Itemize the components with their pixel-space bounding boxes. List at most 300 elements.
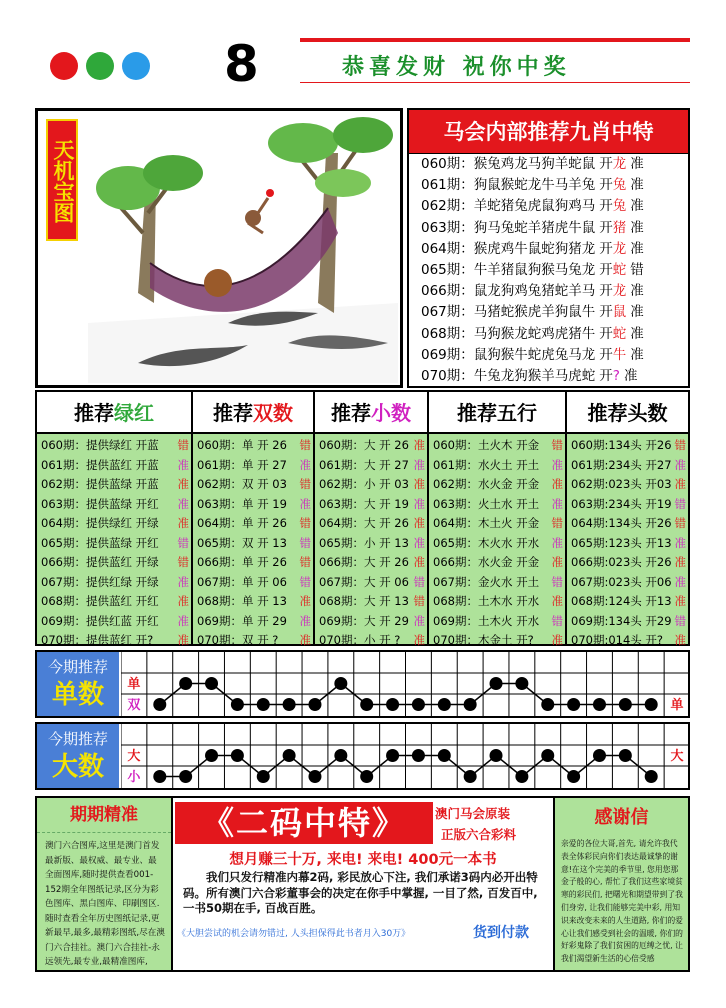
zodiac-row xyxy=(409,196,688,217)
zodiac-animals: 鼠狗猴牛蛇虎兔马龙 xyxy=(473,346,596,363)
row-mark: 错 xyxy=(299,438,311,452)
row-text: 065期：木火水 开水 xyxy=(433,535,540,550)
row-mark: 准 xyxy=(413,516,425,530)
recommend-row xyxy=(567,475,688,495)
zodiac-animals: 狗鼠猴蛇龙牛马羊兔 xyxy=(473,177,596,194)
zodiac-mark: 准 xyxy=(630,304,644,321)
recommend-row xyxy=(315,495,427,515)
zodiac-open: 开 xyxy=(599,367,613,384)
trend-dot xyxy=(541,749,554,762)
slogan: 恭喜发财 祝你中奖 xyxy=(342,55,571,80)
column-heading xyxy=(429,392,565,434)
zodiac-animals: 狗马兔蛇羊猪虎牛鼠 xyxy=(473,219,596,236)
accurate-panel xyxy=(37,798,173,970)
zodiac-open: 开 xyxy=(599,283,613,300)
row-text: 068期：土木水 开水 xyxy=(433,594,540,608)
trend-dot xyxy=(283,698,296,711)
recommend-row xyxy=(429,631,565,651)
thanks-text: 亲爱的各位大哥,首先, 请允许我代表全体彩民向你们表达最诚挚的谢意!在这个完美的季节里, 您用您那金子般的心, 帮忙了我们这些家境贫寒的彩民们, 把曙光和期望带到了我们身旁, 让我们能够完美中彩, 用知识来改变未来的人生道路, 你们的爱心让我们感受到社会的温暖, 你们的好彩鬼除了我们贫困的厄缚之忧, 让我们渴望新生活的心倍受感 xyxy=(561,839,683,964)
odd-trend-grid xyxy=(121,652,690,716)
offer-headline: 想月赚三十万, 来电! 来电! 400元一本书 xyxy=(229,852,497,868)
row-mark: 准 xyxy=(413,633,425,647)
recommend-row xyxy=(429,612,565,632)
row-mark: 错 xyxy=(299,574,311,589)
row-text: 064期:134头 开26 xyxy=(571,516,672,530)
trend-dot xyxy=(438,698,451,711)
trend-dot xyxy=(438,749,451,762)
zodiac-animals: 牛羊猪鼠狗猴马兔龙 xyxy=(473,261,596,278)
zodiac-animals: 马狗猴龙蛇鸡虎猪牛 xyxy=(473,325,596,342)
recommend-row xyxy=(315,631,427,651)
zodiac-row xyxy=(409,324,688,345)
trend-dot xyxy=(360,698,373,711)
trend-dot xyxy=(205,677,218,690)
cash-on-delivery: 货到付款 xyxy=(473,925,529,941)
row-mark: 错 xyxy=(299,555,311,569)
zodiac-row xyxy=(409,154,688,175)
trend-dot xyxy=(386,749,399,762)
zodiac-mark: 错 xyxy=(630,261,644,278)
zodiac-mark: 准 xyxy=(630,156,644,172)
row-text: 069期:134头 开29 xyxy=(571,613,672,628)
row-text: 067期：单 开 06 xyxy=(197,574,287,589)
row-mark: 准 xyxy=(674,633,686,647)
row-text: 068期：大 开 13 xyxy=(319,594,409,608)
zodiac-mark: 准 xyxy=(630,325,644,342)
recommend-row xyxy=(193,612,313,632)
trend-dot xyxy=(283,749,296,762)
row-text: 064期：提供绿红 开绿 xyxy=(41,516,159,530)
trend-dot xyxy=(257,698,270,711)
zodiac-row xyxy=(409,366,688,387)
green-dot xyxy=(86,52,114,80)
trend-dot xyxy=(490,749,503,762)
recommend-row xyxy=(193,592,313,612)
trend-dot xyxy=(567,770,580,783)
zodiac-period: 063期： xyxy=(421,219,474,236)
zodiac-animals: 猴兔鸡龙马狗羊蛇鼠 xyxy=(473,156,596,172)
row-text: 060期:134头 开26 xyxy=(571,438,672,452)
trend-dot xyxy=(515,677,528,690)
zodiac-period: 070期： xyxy=(421,367,474,384)
zodiac-period: 062期： xyxy=(421,198,474,215)
recommend-row xyxy=(193,553,313,573)
zodiac-open: 开 xyxy=(599,261,613,278)
row-text: 070期：木金土 开? xyxy=(433,633,534,647)
row-mark: 准 xyxy=(299,633,311,647)
trend-dot xyxy=(257,770,270,783)
zodiac-mark: 准 xyxy=(623,367,638,384)
row-text: 060期：大 开 26 xyxy=(319,438,409,452)
trend-dot xyxy=(308,770,321,783)
big-trend-caption: 今期推荐 xyxy=(47,730,108,748)
recommend-row xyxy=(567,534,688,554)
row-mark: 准 xyxy=(551,496,563,511)
recommend-row xyxy=(567,592,688,612)
zodiac-open: 开 xyxy=(599,156,613,172)
row-text: 070期：提供蓝红 开? xyxy=(41,633,154,647)
zodiac-period: 068期： xyxy=(421,325,474,342)
row-text: 063期:234头 开19 xyxy=(571,496,672,511)
zodiac-animals: 马猪蛇猴虎羊狗鼠牛 xyxy=(473,304,596,321)
recommend-row xyxy=(37,612,191,632)
recommend-row xyxy=(567,514,688,534)
row-mark: 错 xyxy=(674,496,686,511)
recommend-row xyxy=(37,573,191,593)
zodiac-row xyxy=(409,345,688,366)
row-text: 063期：大 开 19 xyxy=(319,496,409,511)
row-mark: 准 xyxy=(674,555,686,569)
zodiac-row xyxy=(409,260,688,281)
zodiac-mark: 准 xyxy=(630,198,644,215)
trend-dot xyxy=(334,749,347,762)
row-text: 067期：提供红绿 开绿 xyxy=(41,574,159,589)
row-text: 060期：提供绿红 开蓝 xyxy=(41,438,159,452)
row-mark: 错 xyxy=(551,613,563,628)
genuine-label: 正版六合彩料 xyxy=(441,827,517,842)
heading-main: 推荐头数 xyxy=(587,401,668,425)
row-mark: 准 xyxy=(551,535,563,550)
blue-dot xyxy=(122,52,150,80)
row-mark: 错 xyxy=(674,516,686,530)
zodiac-period: 061期： xyxy=(421,177,474,194)
recommend-grid xyxy=(35,390,690,646)
row-text: 062期：提供蓝绿 开蓝 xyxy=(41,477,159,491)
trend-dot xyxy=(153,698,166,711)
row-mark: 准 xyxy=(413,613,425,628)
heading-accent: 绿红 xyxy=(114,401,154,425)
row-mark: 错 xyxy=(177,438,189,452)
recommend-column xyxy=(37,392,193,647)
footer-note: 《大胆尝试的机会请勿错过, 人头担保得此书者月入30万》 xyxy=(177,929,411,939)
recommend-row xyxy=(429,436,565,456)
original-label: 澳门马会原装 xyxy=(435,806,511,821)
column-heading xyxy=(315,392,427,434)
row-mark: 错 xyxy=(177,555,189,569)
recommend-row xyxy=(37,475,191,495)
trend-dot xyxy=(645,770,658,783)
zodiac-period: 064期： xyxy=(421,240,474,257)
row-text: 061期：大 开 27 xyxy=(319,457,409,472)
zodiac-result: 蛇 xyxy=(612,261,627,278)
header-rule-thin xyxy=(300,82,690,83)
end-label: 大 xyxy=(670,749,684,764)
recommend-row xyxy=(567,553,688,573)
row-text: 069期：大 开 29 xyxy=(319,613,409,628)
row-mark: 准 xyxy=(299,613,311,628)
header-rule xyxy=(300,38,690,42)
row-mark: 准 xyxy=(413,438,425,452)
row-mark: 准 xyxy=(177,613,189,628)
row-mark: 准 xyxy=(177,574,189,589)
row-text: 067期：大 开 06 xyxy=(319,574,409,589)
row-mark: 错 xyxy=(551,438,563,452)
recommend-row xyxy=(567,612,688,632)
trend-dot xyxy=(412,698,425,711)
trend-dot xyxy=(593,749,606,762)
row-text: 060期：单 开 26 xyxy=(197,438,287,452)
heading-accent: 小数 xyxy=(371,401,411,425)
heading-main: 推荐 xyxy=(74,401,114,425)
recommend-row xyxy=(429,573,565,593)
trend-dot xyxy=(231,698,244,711)
recommend-row xyxy=(567,495,688,515)
trend-dot xyxy=(593,698,606,711)
row-mark: 准 xyxy=(413,535,425,550)
trend-dot xyxy=(619,749,632,762)
row-text: 064期：大 开 26 xyxy=(319,516,409,530)
row-bottom-label: 双 xyxy=(127,698,141,713)
recommend-row xyxy=(429,495,565,515)
heading-main: 推荐 xyxy=(331,401,371,425)
secret-picture-panel xyxy=(35,108,403,388)
recommend-row xyxy=(193,514,313,534)
row-text: 070期：小 开 ? xyxy=(319,633,401,647)
accurate-text: 澳门六合图库,这里是澳门首发最新版、最权威、最专业、最全面图库,随时提供查看001-152期全年图纸记录,区分为彩色图库、黑白图库、印刷图区.随时查看全年历史图纸记录,更新最早,最多,最精彩图纸,尽在澳门六合挂社。澳门六合挂社-永远领先,最专业,最精准图库, xyxy=(45,841,165,967)
row-text: 067期:023头 开06 xyxy=(571,574,672,589)
recommend-row xyxy=(315,436,427,456)
odd-even-trend xyxy=(35,650,690,718)
recommend-row xyxy=(567,456,688,476)
row-mark: 准 xyxy=(177,516,189,530)
zodiac-mark: 准 xyxy=(630,219,644,236)
trend-dot xyxy=(360,770,373,783)
row-text: 066期：提供蓝红 开绿 xyxy=(41,555,159,569)
recommend-column xyxy=(567,392,688,647)
thanks-panel xyxy=(553,798,688,970)
recommend-row xyxy=(37,436,191,456)
zodiac-result: 兔 xyxy=(612,177,627,194)
recommend-row xyxy=(193,475,313,495)
recommend-row xyxy=(315,534,427,554)
row-mark: 准 xyxy=(177,457,189,472)
recommend-row xyxy=(315,475,427,495)
row-text: 066期：单 开 26 xyxy=(197,555,287,569)
row-text: 060期：土火木 开金 xyxy=(433,438,540,452)
trend-dot xyxy=(619,698,632,711)
row-text: 067期：金火水 开土 xyxy=(433,574,540,589)
recommend-row xyxy=(193,456,313,476)
recommend-row xyxy=(315,592,427,612)
trend-dot xyxy=(567,698,580,711)
trend-dot xyxy=(645,698,658,711)
trend-dot xyxy=(464,698,477,711)
zodiac-result: 兔 xyxy=(612,198,627,215)
row-mark: 准 xyxy=(551,633,563,647)
recommend-row xyxy=(429,534,565,554)
recommend-row xyxy=(193,534,313,554)
trend-dot xyxy=(334,677,347,690)
row-mark: 准 xyxy=(551,555,563,569)
trend-dot xyxy=(541,698,554,711)
zodiac-result: 猪 xyxy=(612,219,627,236)
trend-dot xyxy=(205,749,218,762)
row-mark: 错 xyxy=(674,438,686,452)
recommend-row xyxy=(429,514,565,534)
recommend-row xyxy=(37,592,191,612)
zodiac-open: 开 xyxy=(599,198,613,215)
heading-accent: 双数 xyxy=(253,401,293,425)
recommend-row xyxy=(193,573,313,593)
row-text: 062期：小 开 03 xyxy=(319,477,409,491)
zodiac-title: 马会内部推荐九肖中特 xyxy=(409,110,688,154)
zodiac-result: 牛 xyxy=(612,346,627,363)
recommend-row xyxy=(315,553,427,573)
recommend-row xyxy=(193,495,313,515)
trend-dot xyxy=(179,677,192,690)
zodiac-open: 开 xyxy=(599,240,613,257)
zodiac-row xyxy=(409,175,688,196)
row-mark: 错 xyxy=(674,613,686,628)
heading-main: 推荐五行 xyxy=(457,401,537,425)
recommend-row xyxy=(567,631,688,651)
accurate-title: 期期精准 xyxy=(37,798,171,833)
trend-dot xyxy=(231,749,244,762)
row-text: 065期：双 开 13 xyxy=(197,535,287,550)
red-dot xyxy=(50,52,78,80)
zodiac-mark: 准 xyxy=(630,177,644,194)
row-text: 064期：木土火 开金 xyxy=(433,516,540,530)
row-mark: 准 xyxy=(413,457,425,472)
zodiac-row xyxy=(409,239,688,260)
zodiac-mark: 准 xyxy=(630,283,644,300)
row-text: 064期：单 开 26 xyxy=(197,516,287,530)
recommend-column xyxy=(193,392,315,647)
recommend-column xyxy=(315,392,429,647)
row-mark: 准 xyxy=(551,477,563,491)
row-top-label: 大 xyxy=(127,749,141,764)
recommend-row xyxy=(193,631,313,651)
row-text: 063期：单 开 19 xyxy=(197,496,287,511)
recommend-row xyxy=(37,534,191,554)
big-trend-grid xyxy=(121,724,690,788)
recommend-row xyxy=(429,553,565,573)
row-mark: 准 xyxy=(674,535,686,550)
row-top-label: 单 xyxy=(127,677,141,692)
trend-dot xyxy=(490,677,503,690)
row-text: 063期：提供蓝绿 开红 xyxy=(41,496,159,511)
zodiac-animals: 羊蛇猪兔虎鼠狗鸡马 xyxy=(473,198,596,215)
zodiac-open: 开 xyxy=(599,325,613,342)
row-text: 070期:014头 开? xyxy=(571,633,664,647)
trend-dot xyxy=(179,770,192,783)
zodiac-period: 067期： xyxy=(421,304,474,321)
big-trend-title: 大数 xyxy=(51,752,104,782)
row-mark: 错 xyxy=(413,574,425,589)
column-heading xyxy=(193,392,313,434)
row-text: 065期：小 开 13 xyxy=(319,535,409,550)
nine-zodiac-panel xyxy=(407,108,690,388)
page-number: 8 xyxy=(224,35,259,93)
row-text: 063期：火土水 开土 xyxy=(433,496,540,511)
recommend-row xyxy=(37,553,191,573)
row-mark: 准 xyxy=(177,633,189,647)
row-text: 066期：水火金 开金 xyxy=(433,555,540,569)
zodiac-result: ? xyxy=(612,367,620,384)
row-mark: 准 xyxy=(177,496,189,511)
row-text: 070期：双 开 ? xyxy=(197,633,279,647)
recommend-row xyxy=(315,573,427,593)
row-mark: 准 xyxy=(299,496,311,511)
thanks-title: 感谢信 xyxy=(594,807,649,828)
row-text: 062期：双 开 03 xyxy=(197,477,287,491)
row-text: 061期：单 开 27 xyxy=(197,457,287,472)
trend-dot xyxy=(308,698,321,711)
row-text: 069期：单 开 29 xyxy=(197,613,287,628)
recommend-row xyxy=(429,592,565,612)
advert-section xyxy=(35,796,690,972)
row-mark: 准 xyxy=(299,457,311,472)
recommend-column xyxy=(429,392,567,647)
row-text: 068期：提供蓝红 开红 xyxy=(41,594,159,608)
recommend-row xyxy=(315,514,427,534)
recommend-row xyxy=(37,514,191,534)
two-code-title: 《二码中特》 xyxy=(201,804,406,842)
recommend-row xyxy=(567,436,688,456)
zodiac-mark: 准 xyxy=(630,346,644,363)
zodiac-period: 069期： xyxy=(421,346,474,363)
row-text: 068期：单 开 13 xyxy=(197,594,287,608)
row-mark: 准 xyxy=(177,594,189,608)
row-mark: 准 xyxy=(674,457,686,472)
row-text: 066期：大 开 26 xyxy=(319,555,409,569)
row-mark: 准 xyxy=(551,594,563,608)
zodiac-list xyxy=(409,154,688,387)
zodiac-row xyxy=(409,218,688,239)
recommend-row xyxy=(193,436,313,456)
zodiac-row xyxy=(409,302,688,323)
trend-dot xyxy=(515,770,528,783)
trend-dot xyxy=(412,749,425,762)
zodiac-period: 066期： xyxy=(421,283,474,300)
trend-dot xyxy=(464,770,477,783)
recommend-row xyxy=(429,475,565,495)
picture-label: 天机宝图 xyxy=(46,119,78,241)
recommend-row xyxy=(315,612,427,632)
two-code-panel xyxy=(173,798,553,970)
row-text: 061期：提供蓝红 开蓝 xyxy=(41,457,159,472)
row-mark: 错 xyxy=(299,535,311,550)
row-mark: 准 xyxy=(674,477,686,491)
recommend-row xyxy=(37,495,191,515)
zodiac-animals: 鼠龙狗鸡兔猪蛇羊马 xyxy=(473,283,596,300)
recommend-row xyxy=(37,456,191,476)
zodiac-open: 开 xyxy=(599,219,613,236)
row-mark: 准 xyxy=(674,574,686,589)
row-text: 065期:123头 开13 xyxy=(571,535,672,550)
row-text: 062期:023头 开03 xyxy=(571,477,672,491)
row-mark: 错 xyxy=(299,516,311,530)
odd-trend-label xyxy=(37,652,119,716)
row-mark: 准 xyxy=(177,477,189,491)
zodiac-animals: 猴虎鸡牛鼠蛇狗猪龙 xyxy=(473,240,596,257)
zodiac-open: 开 xyxy=(599,177,613,194)
zodiac-result: 鼠 xyxy=(612,304,627,321)
column-heading xyxy=(567,392,688,434)
row-mark: 错 xyxy=(413,594,425,608)
row-mark: 错 xyxy=(299,477,311,491)
zodiac-open: 开 xyxy=(599,304,613,321)
end-label: 单 xyxy=(670,698,684,713)
row-text: 069期：土木火 开水 xyxy=(433,613,540,628)
recommend-row xyxy=(567,573,688,593)
recommend-row xyxy=(37,631,191,651)
column-heading xyxy=(37,392,191,434)
row-text: 066期:023头 开26 xyxy=(571,555,672,569)
zodiac-result: 蛇 xyxy=(612,325,627,342)
row-mark: 准 xyxy=(413,496,425,511)
hammock-illustration xyxy=(88,113,398,383)
